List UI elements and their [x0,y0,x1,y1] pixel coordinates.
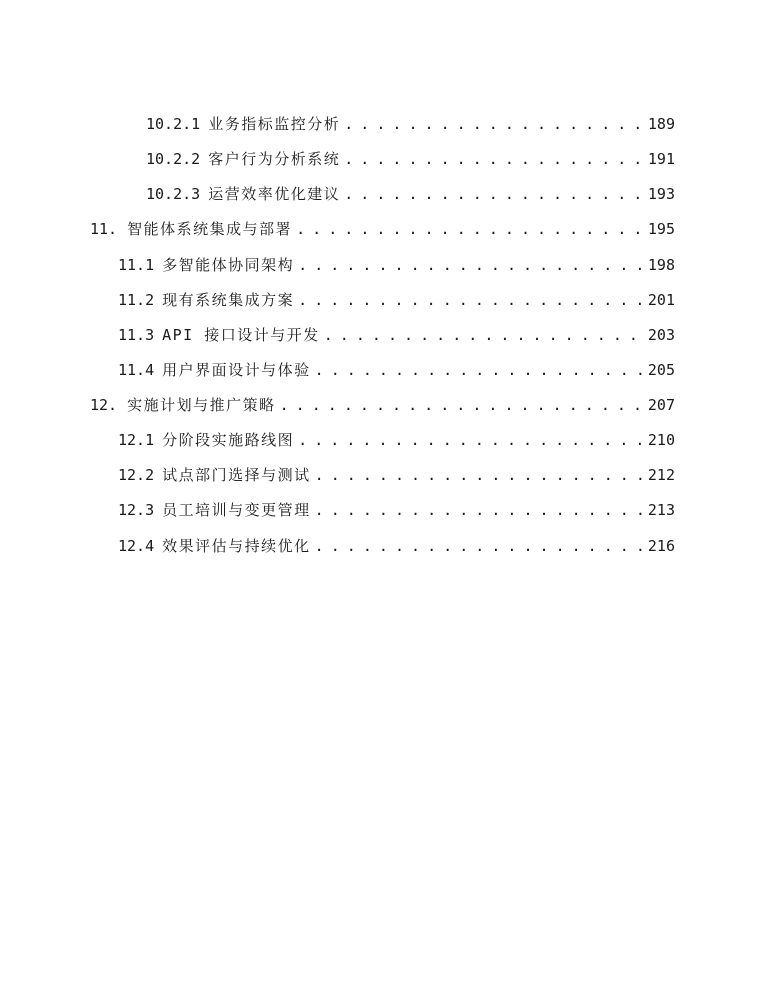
toc-dot-leader [344,112,644,136]
toc-dot-leader [344,147,644,171]
toc-entry-11-3[interactable] [118,323,675,347]
toc-entry-title: 智能体系统集成与部署 [127,220,293,238]
toc-entry-12-2[interactable] [118,463,675,487]
toc-entry-11-2[interactable] [118,288,675,312]
toc-entry-title: 业务指标监控分析 [208,115,341,133]
toc-entry-12-3[interactable] [118,498,675,522]
toc-dot-leader [280,393,644,417]
toc-entry-number: 12. [90,396,118,414]
toc-entry-number: 11.4 [118,361,155,379]
toc-entry-title: 运营效率优化建议 [208,185,341,203]
toc-entry-page: 212 [647,466,675,484]
toc-entry-10-2-3[interactable] [146,182,675,206]
toc-entry-title: 客户行为分析系统 [208,150,341,168]
toc-entry-number: 12.2 [118,466,155,484]
toc-entry-12-4[interactable] [118,534,675,558]
toc-entry-number: 12.3 [118,501,155,519]
toc-entry-page: 216 [647,537,675,555]
toc-dot-leader [315,463,644,487]
toc-entry-title: API 接口设计与开发 [162,326,320,344]
toc-entry-number: 10.2.2 [146,150,201,168]
toc-entry-number: 11.2 [118,291,155,309]
toc-entry-page: 191 [647,150,675,168]
toc-dot-leader [298,288,644,312]
toc-entry-title: 用户界面设计与体验 [162,361,311,379]
toc-entry-title: 多智能体协同架构 [162,256,295,274]
toc-entry-title: 员工培训与变更管理 [162,501,311,519]
toc-entry-page: 198 [647,256,675,274]
toc-entry-title: 实施计划与推广策略 [127,396,276,414]
toc-entry-10-2-2[interactable] [146,147,675,171]
toc-entry-title: 效果评估与持续优化 [162,537,311,555]
toc-entry-10-2-1[interactable] [146,112,675,136]
toc-entry-number: 10.2.3 [146,185,201,203]
toc-dot-leader [344,182,644,206]
toc-dot-leader [315,534,644,558]
toc-entry-page: 207 [647,396,675,414]
toc-entry-12-1[interactable] [118,428,675,452]
toc-entry-number: 12.1 [118,431,155,449]
toc-entry-number: 12.4 [118,537,155,555]
toc-entry-12[interactable] [90,393,675,417]
toc-entry-number: 10.2.1 [146,115,201,133]
toc-entry-title: 现有系统集成方案 [162,291,295,309]
toc-entry-number: 11. [90,220,118,238]
toc-dot-leader [315,358,644,382]
toc-entry-title: 试点部门选择与测试 [162,466,311,484]
toc-entry-page: 193 [647,185,675,203]
toc-entry-title: 分阶段实施路线图 [162,431,295,449]
toc-entry-page: 213 [647,501,675,519]
toc-entry-11-1[interactable] [118,253,675,277]
toc-entry-number: 11.3 [118,326,155,344]
toc-entry-number: 11.1 [118,256,155,274]
toc-dot-leader [296,217,644,241]
toc-entry-page: 205 [647,361,675,379]
toc-entry-11-4[interactable] [118,358,675,382]
toc-dot-leader [298,253,644,277]
toc-dot-leader [298,428,644,452]
toc-entry-page: 203 [647,326,675,344]
toc-entry-page: 189 [647,115,675,133]
toc-dot-leader [324,323,644,347]
toc-dot-leader [315,498,644,522]
toc-entry-11[interactable] [90,217,675,241]
toc-entry-page: 195 [647,220,675,238]
toc-entry-page: 201 [647,291,675,309]
toc-entry-page: 210 [647,431,675,449]
